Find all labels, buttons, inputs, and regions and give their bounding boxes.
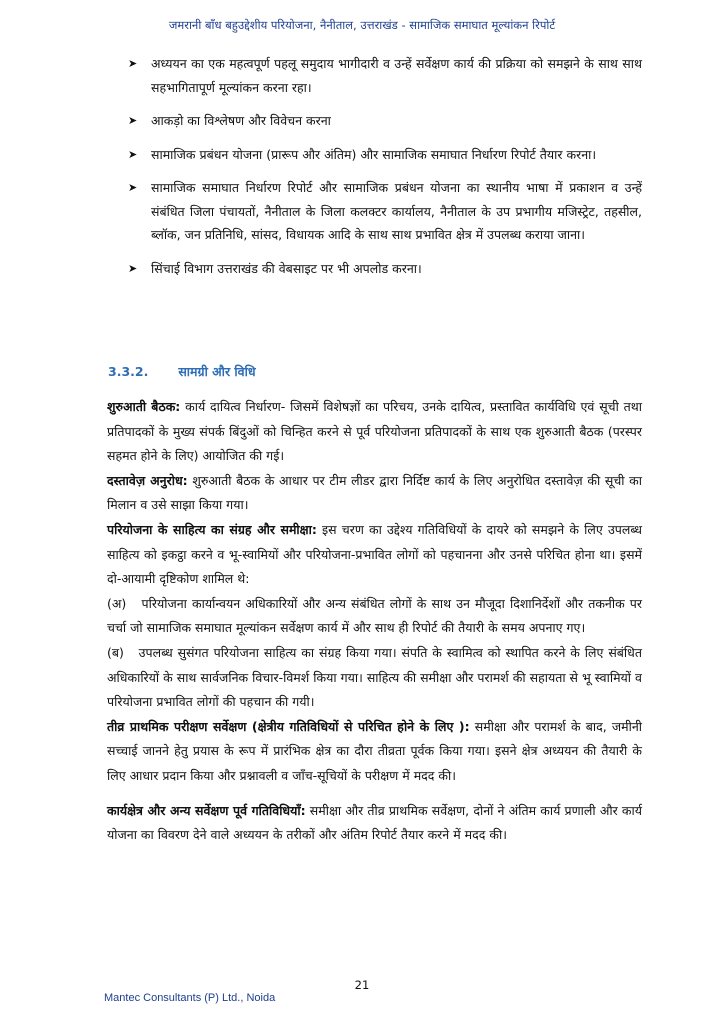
section-title: सामग्री और विधि bbox=[178, 364, 256, 379]
page-header: जमरानी बाँध बहुउद्देशीय परियोजना, नैनीताल, उत्तराखंड - सामाजिक समाघात मूल्यांकन रिपोर्ट bbox=[168, 18, 556, 32]
arrow-bullet-icon: ➤ bbox=[128, 261, 138, 275]
list-item-a bbox=[99, 592, 642, 641]
arrow-bullet-icon: ➤ bbox=[128, 57, 138, 70]
list-item bbox=[128, 143, 642, 167]
paragraph-literature-review bbox=[107, 518, 642, 592]
paragraph-text: समीक्षा और परामर्श के बाद, जमीनी सच्चाई जानने हेतु प्रयास के रूप में प्रारंभिक क्षेत्र का दौरा तीव्रता पूर्वक किया गया। इसने क्षेत्र अध्ययन की तैयारी के लिए आधार प्रदान किया और प्रश्नावली व जाँच-सूचियों के परीक्षण में मदद की। bbox=[107, 718, 642, 783]
section-heading bbox=[108, 362, 256, 382]
page-number: 21 bbox=[354, 978, 370, 992]
item-text: उपलब्ध सुसंगत परियोजना साहित्य का संग्रह किया गया। संपति के स्वामित्व को स्थापित करने के लिए संबंधित अधिकारियों के साथ सार्वजनिक विचार-विमर्श किया गया। साहित्य की समीक्षा और परामर्श की सहायता से भू स्वामियों व परियोजना प्रभावित लोगों की पहचान की गयी। bbox=[107, 644, 642, 710]
list-item bbox=[128, 257, 642, 281]
arrow-bullet-icon: ➤ bbox=[128, 114, 138, 127]
paragraph-text: कार्य दायित्व निर्धारण- जिसमें विशेषज्ञों का परिचय, उनके दायित्व, प्रस्तावित कार्यविधि एवं सूची तथा प्रतिपादकों के मुख्य संपर्क बिंदुओं को चिन्हित करने से पूर्व परियोजना प्रतिपादकों के साथ एक शुरुआती बैठक (परस्पर सहमत होने के लिए) आयोजित की गई। bbox=[107, 399, 642, 464]
paragraph-text: समीक्षा और तीव्र प्राथमिक सर्वेक्षण, दोनों ने अंतिम कार्य प्रणाली और कार्य योजना का विवरण देने वाले अध्ययन के तरीकों और अंतिम रिपोर्ट तैयार करने में मदद की। bbox=[107, 802, 642, 843]
paragraph-label: तीव्र प्राथमिक परीक्षण सर्वेक्षण (क्षेत्रीय गतिविधियों से परिचित होने के लिए ): bbox=[107, 718, 470, 734]
bullet-text: सामाजिक प्रबंधन योजना (प्रारूप और अंतिम) और सामाजिक समाघात निर्धारण रिपोर्ट तैयार करना। bbox=[151, 146, 597, 162]
bullet-text: आकड़ो का विश्लेषण और विवेचन करना bbox=[151, 113, 331, 128]
body-content bbox=[107, 395, 642, 848]
paragraph-label: दस्तावेज़ अनुरोध: bbox=[107, 472, 188, 488]
paragraph-label: परियोजना के साहित्य का संग्रह और समीक्षा: bbox=[107, 521, 317, 537]
list-item bbox=[128, 176, 642, 247]
paragraph-initial-meeting bbox=[107, 395, 642, 469]
paragraph-text: इस चरण का उद्देश्य गतिविधियों के दायरे को समझने के लिए उपलब्ध साहित्य को इकट्ठा करने व भू-स्वामियों और परियोजना-प्रभावित लोगों को पहचानना और उनसे परिचित होना था। इसमें दो-आयामी दृष्टिकोण शामिल थे: bbox=[107, 521, 642, 587]
paragraph-label: शुरुआती बैठक: bbox=[107, 399, 181, 414]
paragraph-label: कार्यक्षेत्र और अन्य सर्वेक्षण पूर्व गतिविधियाँ: bbox=[107, 802, 306, 818]
paragraph-document-request bbox=[107, 469, 642, 518]
paragraph-rapid-survey bbox=[107, 715, 642, 789]
paragraph-pre-survey-activities bbox=[107, 799, 642, 848]
bullet-text: सामाजिक समाघात निर्धारण रिपोर्ट और सामाजिक प्रबंधन योजना का स्थानीय भाषा में प्रकाशन व उन्हें संबंधित जिला पंचायतों, नैनीताल के जिला कलक्टर कार्यालय, नैनीताल के उप प्रभागीय मजिस्ट्रेट, तहसील, ब्लॉक, जन प्रतिनिधि, सांसद, विधायक आदि के साथ साथ प्रभावित क्षेत्र में उपलब्ध कराया जाना। bbox=[151, 180, 642, 242]
arrow-bullet-icon: ➤ bbox=[128, 181, 138, 194]
item-marker: (अ) bbox=[107, 595, 127, 611]
footer-company: Mantec Consultants (P) Ltd., Noida bbox=[104, 992, 276, 1004]
bullet-list bbox=[128, 52, 642, 290]
section-number: 3.3.2. bbox=[108, 364, 149, 379]
bullet-text: सिंचाई विभाग उत्तराखंड की वेबसाइट पर भी अपलोड करना। bbox=[151, 260, 422, 276]
list-item-b bbox=[107, 641, 642, 715]
list-item bbox=[128, 109, 642, 133]
list-item bbox=[128, 52, 642, 99]
item-text: परियोजना कार्यान्वयन अधिकारियों और अन्य संबंधित लोगों के साथ उन मौजूदा दिशानिर्देशों और तकनीक पर चर्चा जो सामाजिक समाघात मूल्यांकन सर्वेक्षण कार्य में और साथ ही रिपोर्ट की तैयारी के समय अपनाए गए। bbox=[107, 595, 642, 636]
arrow-bullet-icon: ➤ bbox=[128, 147, 138, 161]
item-marker: (ब) bbox=[107, 644, 124, 660]
bullet-text: अध्ययन का एक महत्वपूर्ण पहलू समुदाय भागीदारी व उन्हें सर्वेक्षण कार्य की प्रक्रिया को समझने के साथ साथ सहभागितापूर्ण मूल्यांकन करना रहा। bbox=[151, 56, 642, 95]
paragraph-text: शुरुआती बैठक के आधार पर टीम लीडर द्वारा निर्दिष्ट कार्य के लिए अनुरोधित दस्तावेज़ की सूची का मिलान व उसे साझा किया गया। bbox=[107, 472, 643, 513]
